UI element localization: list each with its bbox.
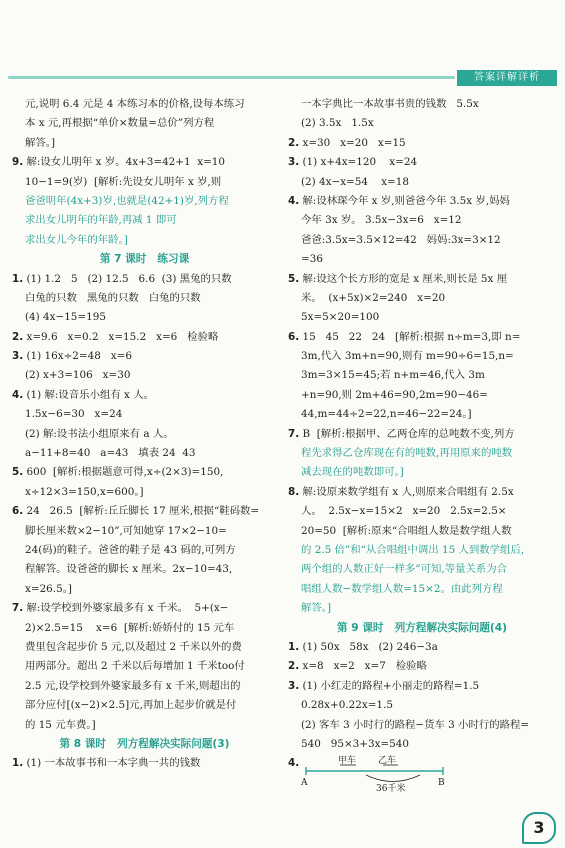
text-line	[288, 289, 556, 308]
line-text: =36	[301, 253, 323, 266]
item-number: 4.	[288, 757, 300, 770]
distance-brace	[366, 775, 420, 782]
text-line	[12, 502, 277, 521]
line-text: 5x=5×20=100	[301, 311, 380, 324]
text-line	[288, 560, 556, 579]
text-line	[288, 522, 556, 541]
item-number: 9.	[12, 156, 24, 169]
text-line	[288, 347, 556, 366]
item-number: 3.	[288, 679, 300, 692]
line-text: 0.28x+0.22x=1.5	[301, 699, 393, 712]
line-text: 解:设原来数学组有 x 人,则原来合唱组有 2.5x	[299, 485, 514, 498]
line-text: 24 26.5 [解析:丘丘脚长 17 厘米,根据“鞋码数=	[23, 505, 260, 518]
line-text: 3m=3×15=45;若 n+m=46,代入 3m	[301, 369, 485, 382]
line-text: 费里包含起步价 5 元,以及超过 2 千米以外的费	[25, 640, 242, 653]
line-text: 解:设学校到外婆家最多有 x 千米。 5+(x−	[23, 602, 229, 615]
line-text: x=8 x=2 x=7 检验略	[299, 660, 427, 673]
item-number: 2.	[288, 136, 300, 149]
line-text: 20=50 [解析:原来“合唱组人数是数学组人数	[301, 524, 512, 537]
text-line	[12, 308, 277, 327]
line-text: (2) 客车 3 小时行的路程−货车 3 小时行的路程=	[301, 718, 530, 731]
line-text: 本 x 元,再根据“单价×数量=总价”列方程	[25, 117, 215, 130]
line-text: x÷12×3=150,x=600。]	[25, 485, 144, 498]
line-text: x=9.6 x=0.2 x=15.2 x=6 检验略	[23, 330, 219, 343]
line-text: (1) 50x 58x (2) 246−3a	[299, 640, 438, 653]
line-text: 的 2.5 倍”和“从合唱组中调出 15 人到数学组后,	[301, 543, 525, 556]
text-line	[12, 638, 277, 657]
text-line	[12, 134, 277, 153]
line-text: (4) 4x−15=195	[25, 311, 106, 324]
line-text: (1) 一本故事书和一本字典一共的钱数	[23, 757, 201, 770]
text-line	[288, 114, 556, 133]
text-line	[288, 192, 556, 211]
line-text: 540 95×3+3x=540	[301, 737, 409, 750]
line-text: 程解答。设爸爸的脚长 x 厘米。2x−10=43,	[25, 563, 233, 576]
line-text: 24(码)的鞋子。爸爸的鞋子是 43 码的,可列方	[25, 543, 236, 556]
text-line	[288, 270, 556, 289]
line-text: 一本字典比一本故事书贵的钱数 5.5x	[301, 98, 479, 110]
item-number: 1.	[12, 757, 24, 770]
item-number: 5.	[12, 466, 24, 479]
text-line	[12, 716, 277, 735]
text-line	[288, 425, 556, 444]
line-text: 米。 (x+5x)×2=240 x=20	[301, 291, 446, 304]
line-text: B [解析:根据甲、乙两仓库的总吨数不变,列方	[299, 427, 515, 440]
line-text: (1) 小红走的路程+小丽走的路程=1.5	[299, 679, 480, 692]
header-rule	[8, 76, 455, 79]
text-line	[12, 366, 277, 385]
text-line	[288, 735, 556, 754]
line-text: 15 45 22 24 [解析:根据 n÷m=3,即 n=	[299, 330, 521, 343]
text-line	[288, 444, 556, 463]
line-text: 用两部分。超出 2 千米以后每增加 1 千米too付	[25, 660, 245, 673]
text-line	[12, 211, 277, 230]
line-text: 解答。]	[301, 602, 332, 615]
line-text: 1.5x−6=30 x=24	[25, 408, 123, 421]
line-text: 2)×2.5=15 x=6 [解析:娇娇付的 15 元车	[25, 621, 235, 634]
line-text: 求出女儿今年的年龄。]	[25, 233, 128, 246]
line-text: 600 [解析:根据题意可得,x÷(2×3)=150,	[23, 466, 224, 479]
text-line	[288, 502, 556, 521]
line-text: 今年 3x 岁。 3.5x−3x=6 x=12	[301, 214, 462, 227]
line-text: 2.5 元,设学校到外婆家最多有 x 千米,则超出的	[25, 679, 241, 692]
text-line	[12, 580, 277, 599]
text-line	[12, 114, 277, 133]
line-text: 求出女儿明年的年龄,再减 1 即可	[25, 214, 177, 227]
label-car1: 甲车	[338, 756, 357, 767]
item-number: 2.	[288, 660, 300, 673]
text-line	[288, 250, 556, 269]
line-text: 3m,代入 3m+n=90,则有 m=90÷6=15,n=	[301, 350, 514, 363]
item-number: 5.	[288, 272, 300, 285]
line-text: +n=90,则 2m+46=90,2m=90−46=	[301, 388, 488, 401]
text-line	[288, 366, 556, 385]
text-line	[288, 386, 556, 405]
line-text: 元,说明 6.4 元是 4 本练习本的价格,设每本练习	[25, 98, 245, 110]
text-line	[288, 153, 556, 172]
text-line	[12, 289, 277, 308]
line-text: (2) 解:设书法小组原来有 a 人。	[25, 427, 174, 440]
line-text: 10−1=9(岁) [解析:先设女儿明年 x 岁,则	[25, 175, 222, 188]
text-line	[12, 231, 277, 250]
text-line	[288, 405, 556, 424]
text-line	[288, 541, 556, 560]
item-number: 3.	[288, 156, 300, 169]
text-line	[288, 211, 556, 230]
line-text: (2) 4x−x=54 x=18	[301, 175, 409, 188]
text-line	[12, 425, 277, 444]
text-line	[12, 677, 277, 696]
text-line	[12, 541, 277, 560]
section-heading: 第 8 课时 列方程解决实际问题(3)	[59, 737, 230, 750]
text-line	[12, 153, 277, 172]
item-number: 4.	[288, 194, 300, 207]
line-text: 人。 2.5x−x=15×2 x=20 2.5x=2.5×	[301, 505, 507, 518]
text-line	[288, 463, 556, 482]
item-number: 4.	[12, 388, 24, 401]
line-text: x=26.5。]	[25, 582, 72, 595]
line-text: 程先求得乙仓库现在有的吨数,再用原来的吨数	[301, 447, 513, 460]
text-line	[12, 405, 277, 424]
item-number: 1.	[288, 640, 300, 653]
line-text: (1) x+4x=120 x=24	[299, 156, 418, 169]
item-number: 3.	[12, 350, 24, 363]
item-number: 7.	[288, 427, 300, 440]
text-line	[12, 657, 277, 676]
text-line	[12, 619, 277, 638]
item-number: 2.	[12, 330, 24, 343]
section-tag: 答案详解详析	[457, 70, 557, 86]
text-line	[12, 444, 277, 463]
text-line	[288, 308, 556, 327]
text-line	[12, 328, 277, 347]
line-text: 的 15 元车费。]	[25, 718, 96, 731]
item-number: 6.	[288, 330, 300, 343]
text-line	[288, 677, 556, 696]
line-text: 解答。]	[25, 136, 56, 149]
line-text: (2) x+3=106 x=30	[25, 369, 131, 382]
item-number: 1.	[12, 272, 24, 285]
line-text: 两个组的人数正好一样多”可知,等量关系为合	[301, 563, 508, 576]
text-line	[12, 463, 277, 482]
item-number: 6.	[12, 505, 24, 518]
label-a: A	[301, 778, 308, 789]
text-line	[12, 483, 277, 502]
text-line	[288, 328, 556, 347]
line-text: 爸爸明年(4x+3)岁,也就是(42+1)岁,列方程	[25, 194, 229, 207]
line-text: a−11+8=40 a=43 填表 24 43	[25, 447, 196, 460]
line-text: 解:设这个长方形的宽是 x 厘米,则长是 5x 厘	[299, 272, 508, 285]
text-line	[288, 134, 556, 153]
text-line	[288, 638, 556, 657]
text-line	[12, 599, 277, 618]
line-text: x=30 x=20 x=15	[299, 136, 406, 149]
right-column	[288, 95, 556, 792]
section-heading: 第 7 课时 练习课	[99, 253, 190, 266]
line-text: 部分应付[(x−2)×2.5]元,再加上起步价就是付	[25, 699, 237, 712]
header-bar	[0, 70, 565, 86]
text-line	[12, 95, 277, 114]
label-car2: 乙车	[378, 756, 397, 767]
line-text: (2) 3.5x 1.5x	[301, 117, 374, 130]
label-b: B	[438, 778, 445, 789]
line-text: (1) 解:设音乐小组有 x 人。	[23, 388, 154, 401]
line-text: 44,m=44÷2=22,n=46−22=24。]	[301, 408, 472, 421]
line-text: (1) 1.2 5 (2) 12.5 6.6 (3) 黑兔的只数	[23, 272, 232, 285]
line-text: 唱组人数−数学组人数=15×2。由此列方程	[301, 582, 503, 595]
item-number: 8.	[288, 485, 300, 498]
text-line	[288, 696, 556, 715]
text-line	[12, 522, 277, 541]
line-text: 脚长厘米数×2−10”,可知她穿 17×2−10=	[25, 524, 227, 537]
line-text: 解:设林琛今年 x 岁,则爸爸今年 3.5x 岁,妈妈	[299, 194, 510, 207]
text-line	[12, 560, 277, 579]
text-line	[288, 599, 556, 618]
line-text: 解:设女儿明年 x 岁。4x+3=42+1 x=10	[23, 156, 226, 169]
text-line	[12, 696, 277, 715]
text-line	[288, 716, 556, 735]
line-text: 白兔的只数 黑兔的只数 白兔的只数	[25, 291, 201, 304]
text-line	[12, 754, 277, 773]
left-column	[12, 95, 277, 774]
distance-diagram	[288, 754, 556, 792]
text-line	[12, 192, 277, 211]
page-number: 3	[522, 812, 556, 844]
text-line	[288, 231, 556, 250]
text-line	[12, 270, 277, 289]
text-line	[12, 386, 277, 405]
text-line	[288, 483, 556, 502]
text-line	[12, 173, 277, 192]
line-text: 爸爸:3.5x=3.5×12=42 妈妈:3x=3×12	[301, 233, 501, 246]
label-distance: 36千米	[376, 784, 406, 793]
section-heading: 第 9 课时 列方程解决实际问题(4)	[337, 621, 507, 634]
item-number: 7.	[12, 602, 24, 615]
text-line	[288, 657, 556, 676]
text-line	[288, 580, 556, 599]
text-line	[288, 95, 556, 114]
line-text: 减去现在的吨数即可。]	[301, 466, 404, 479]
text-line	[12, 347, 277, 366]
text-line	[288, 173, 556, 192]
line-text: (1) 16x÷2=48 x=6	[23, 350, 132, 363]
